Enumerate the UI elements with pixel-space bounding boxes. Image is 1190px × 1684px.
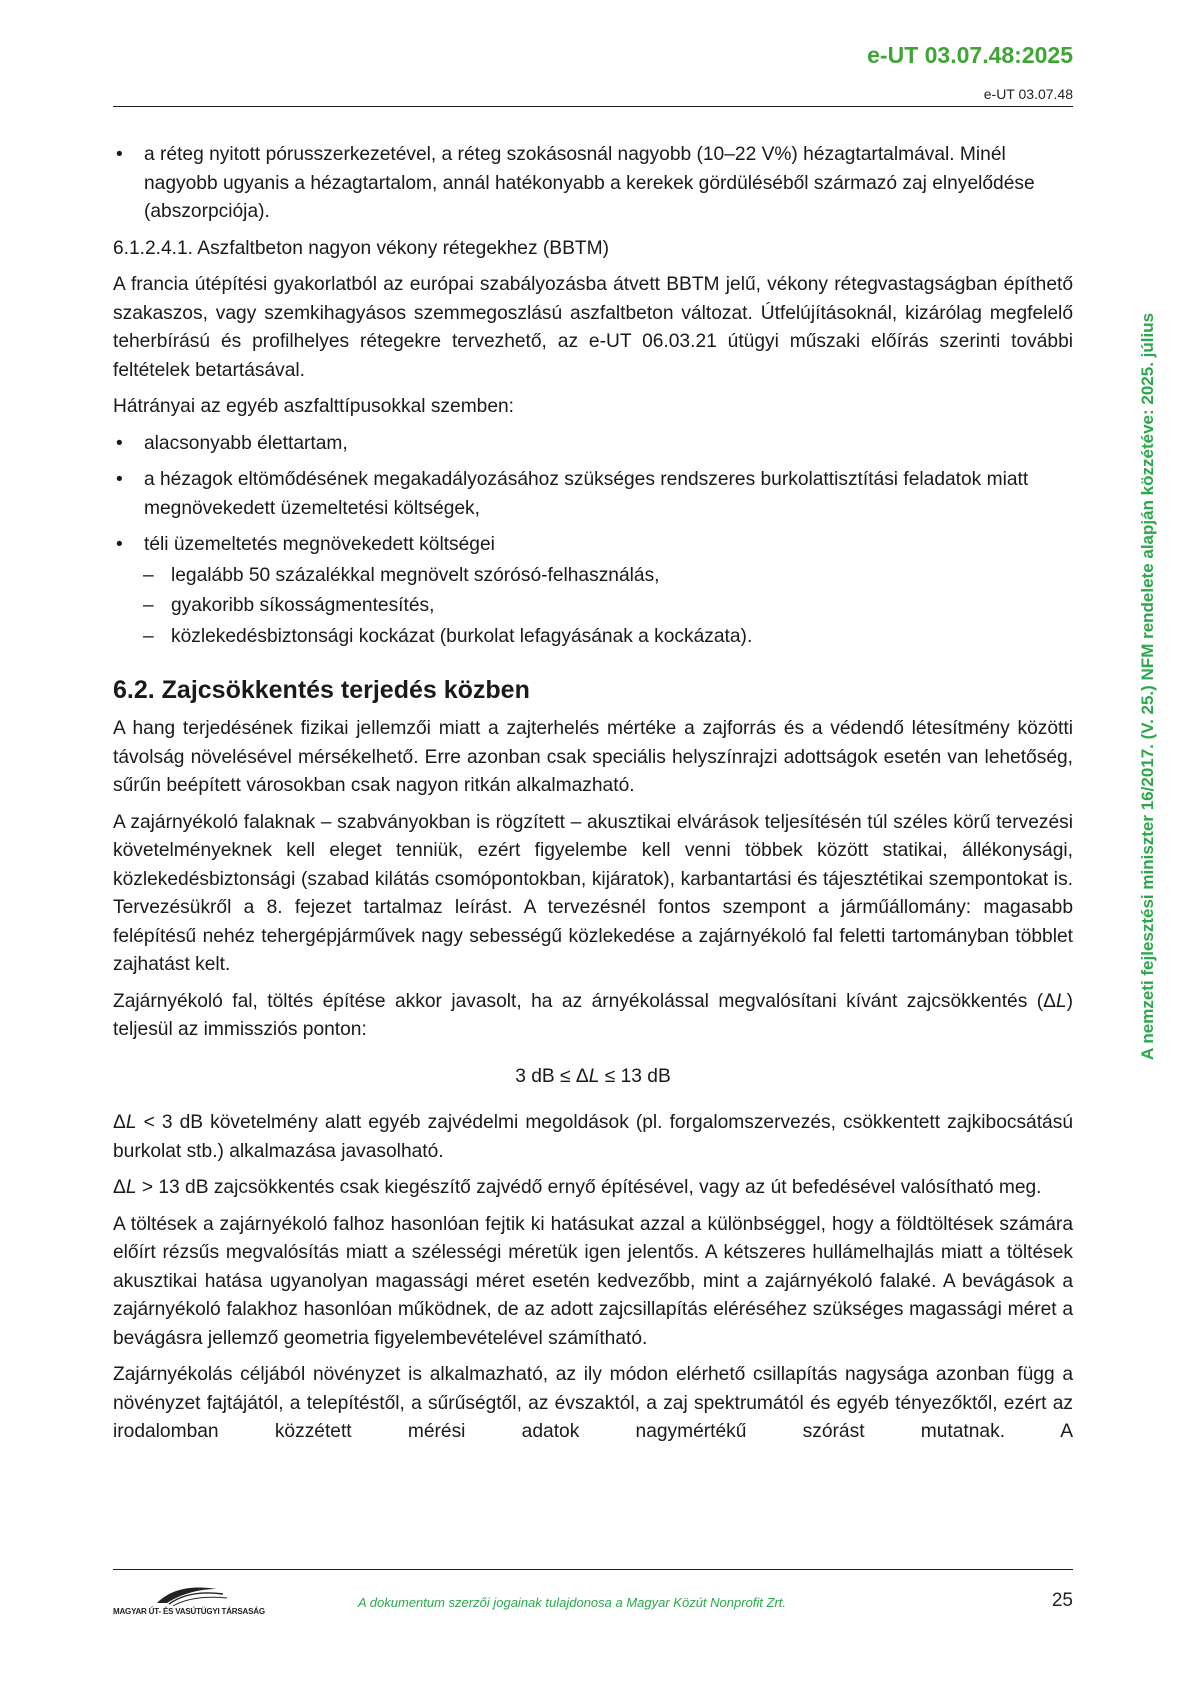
paragraph xyxy=(113,1109,1073,1166)
logo-text: MAGYAR ÚT- ÉS VASÚTÜGYI TÁRSASÁG xyxy=(113,1607,265,1616)
page-body xyxy=(113,141,1073,1455)
paragraph: Zajárnyékolás céljából növényzet is alkalmazható, az ily módon elérhető csillapítás nagysága azonban függ a növényzet fajtájától, a telepítéstől, a sűrűségtől, az évszaktól, a zaj spektrumától és egyéb tényezőktől, ezért az irodalomban közzétett mérési adatok nagymértékű szórást mutatnak. A xyxy=(113,1364,1073,1442)
bullet-item xyxy=(113,141,1073,227)
formula xyxy=(113,1063,1073,1092)
bullet-marker: • xyxy=(116,144,123,165)
paragraph xyxy=(113,988,1073,1045)
document-code-small: e-UT 03.07.48 xyxy=(983,86,1073,102)
paragraph: A hang terjedésének fizikai jellemzői miatt a zajterhelés mértéke a zajforrás és a védendő létesítmény közötti távolság növelésével mérsékelhető. Erre azonban csak speciális helyszínrajzi adottságok esetén van lehetőség, sűrűn beépített városokban csak nagyon ritkán alkalmazható. xyxy=(113,718,1073,796)
bullet-text: alacsonyabb élettartam, xyxy=(144,432,348,454)
dash-item xyxy=(113,562,1073,591)
section-heading: 6.2. Zajcsökkentés terjedés közben xyxy=(113,676,530,704)
dash-item xyxy=(113,592,1073,621)
paragraph: A zajárnyékoló falaknak – szabványokban is rögzített – akusztikai elvárások teljesítésén túl széles körű tervezési követelményeknek kell eleget tenniük, ezért figyelembe kell venni többek között statikai, állékonysági, közlekedésbiztonsági (szabad kilátás csomópontokban, kijáratok), karbantartási és tájesztétikai szempontokat is. Tervezésükről a 8. fejezet tartalmaz leírást. A tervezésnél fontos szempont a járműállomány: magasabb felépítésű nehéz tehergépjárművek nagy sebességű közlekedése a zajárnyékoló fal feletti tartományban többlet zajhatást kelt. xyxy=(113,811,1073,975)
dash-marker: – xyxy=(143,625,154,647)
bullet-marker: • xyxy=(116,432,123,454)
header-divider xyxy=(113,106,1073,107)
variable-l: L xyxy=(125,1177,137,1198)
bullet-item xyxy=(113,430,1073,459)
dash-text: legalább 50 százalékkal megnövelt szórósó-felhasználás, xyxy=(171,564,660,586)
paragraph: A francia útépítési gyakorlatból az európai szabályozásba átvett BBTM jelű, vékony rétegvastagságban építhető szakaszos, vagy szemkihagyásos szemmegoszlású aszfaltbeton változat. Útfelújításoknál, kizárólag megfelelő teherbírású és profilhelyes rétegekre tervezhető, az e-UT 06.03.21 útügyi műszaki előírás szerinti további feltételek betartásával. xyxy=(113,274,1073,381)
dash-text: közlekedésbiztonsági kockázat (burkolat lefagyásának a kockázata). xyxy=(171,625,753,647)
text-run: < 3 dB követelmény alatt egyéb zajvédelmi megoldások (pl. forgalomszervezés, csökkentett zajkibocsátású burkolat stb.) alkalmazása javasolható. xyxy=(113,1112,1073,1162)
bullet-item xyxy=(113,466,1073,523)
dash-marker: – xyxy=(143,595,154,616)
bullet-item xyxy=(113,531,1073,560)
text-run: ) teljesül az immissziós ponton: xyxy=(113,990,1073,1040)
bullet-marker: • xyxy=(116,469,123,490)
document-code: e-UT 03.07.48:2025 xyxy=(867,42,1073,68)
paragraph xyxy=(113,1174,1073,1203)
variable-l: L xyxy=(588,1065,600,1087)
dash-text: gyakoribb síkosságmentesítés, xyxy=(171,595,435,616)
variable-l: L xyxy=(1055,990,1067,1012)
delta-symbol: Δ xyxy=(113,1177,126,1198)
formula-right: ≤ 13 dB xyxy=(599,1065,671,1087)
dash-item xyxy=(113,623,1073,652)
bullet-text: téli üzemeltetés megnövekedett költségei xyxy=(144,534,495,555)
society-logo xyxy=(113,1583,263,1619)
dash-marker: – xyxy=(143,564,154,586)
bullet-text: a hézagok eltömődésének megakadályozásához szükséges rendszeres burkolattisztítási feladatok miatt megnövekedett üzemeltetési költségek, xyxy=(144,469,1029,519)
delta-symbol: Δ xyxy=(113,1112,126,1133)
copyright-notice: A dokumentum szerzői jogainak tulajdonosa a Magyar Közút Nonprofit Zrt. xyxy=(358,1595,787,1610)
publication-side-note: A nemzeti fejlesztési miniszter 16/2017. (V. 25.) NFM rendelete alapján közzétéve: 2025. július xyxy=(1138,312,1157,1060)
bullet-text: a réteg nyitott pórusszerkezetével, a réteg szokásosnál nagyobb (10–22 V%) hézagtartalmával. Minél nagyobb ugyanis a hézagtartalom, annál hatékonyabb a kerekek gördüléséből származó zaj elnyelődése (abszorpciója). xyxy=(144,144,1035,222)
footer-divider xyxy=(113,1569,1073,1570)
subsection-heading: 6.1.2.4.1. Aszfaltbeton nagyon vékony rétegekhez (BBTM) xyxy=(113,237,609,259)
bullet-marker: • xyxy=(116,534,123,555)
variable-l: L xyxy=(125,1112,137,1133)
road-swoosh-icon xyxy=(113,1583,263,1607)
paragraph: Hátrányai az egyéb aszfalttípusokkal szemben: xyxy=(113,396,515,417)
formula-left: 3 dB ≤ Δ xyxy=(515,1065,589,1087)
page-number: 25 xyxy=(1051,1590,1073,1611)
text-run: Zajárnyékoló fal, töltés építése akkor javasolt, ha az árnyékolással megvalósítani kívánt zajcsökkentés (Δ xyxy=(113,990,1056,1012)
text-run: > 13 dB zajcsökkentés csak kiegészítő zajvédő ernyő építésével, vagy az út befedésével valósítható meg. xyxy=(136,1177,1042,1198)
paragraph: A töltések a zajárnyékoló falhoz hasonlóan fejtik ki hatásukat azzal a különbséggel, hogy a földtöltések számára előírt rézsűs megvalósítás miatt a szélességi méretük igen jelentős. A kétszeres hullámelhajlás miatt a töltések akusztikai hatása ugyanolyan magassági méret esetén kedvezőbb, mint a zajárnyékoló falaké. A bevágások a zajárnyékoló falakhoz hasonlóan működnek, de az adott zajcsillapítás eléréséhez szükséges magassági méret a bevágásra jellemző geometria figyelembevételével számítható. xyxy=(113,1213,1073,1349)
